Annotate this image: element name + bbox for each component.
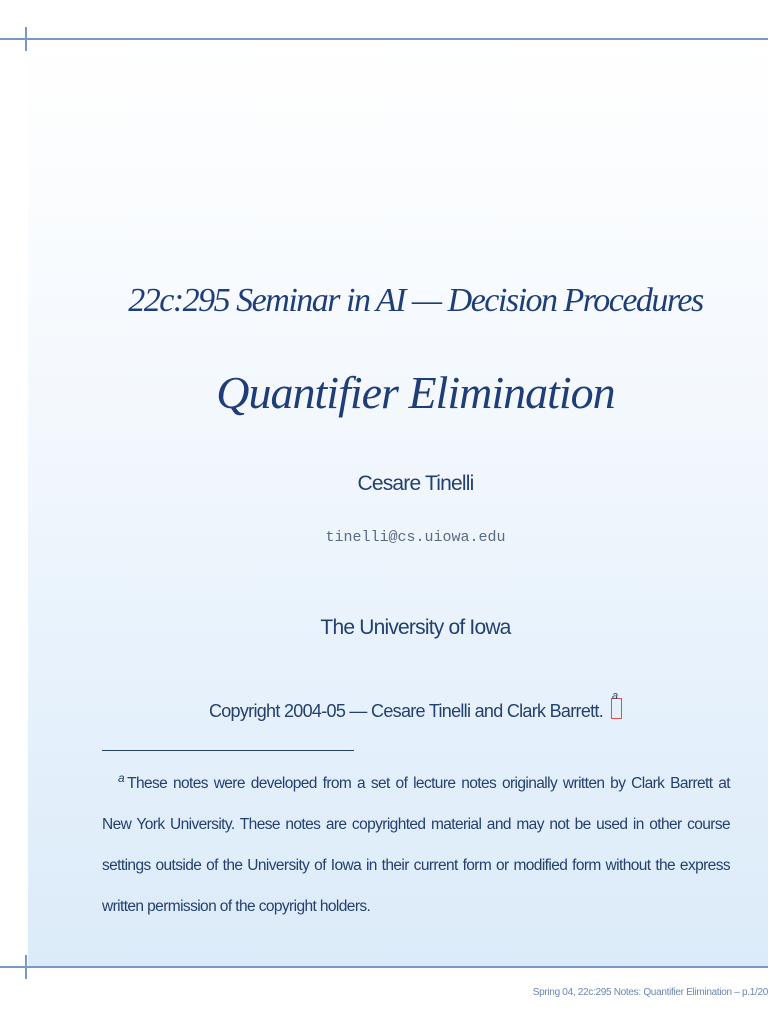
copyright-line: [28, 690, 768, 722]
page-footer: Spring 04, 22c:295 Notes: Quantifier Elimination – p.1/20: [532, 987, 768, 998]
author-email[interactable]: tinelli@cs.uiowa.edu: [325, 529, 506, 546]
footnote: [102, 758, 730, 927]
author-name: Cesare Tinelli: [357, 472, 474, 495]
footnote-marker: a: [118, 771, 125, 785]
slide-content: [28, 40, 768, 968]
footnote-text: These notes were developed from a set of lecture notes originally written by Clark Barrett at New York University. These notes are copyrighted material and may not be used in other course settings outside of the University of Iowa in their current form or modified form without the express written permission of the copyright holders.: [102, 775, 730, 915]
footnote-link[interactable]: [611, 690, 622, 719]
course-title: 22c:295 Seminar in AI — Decision Procedures: [128, 282, 703, 319]
top-rule-tick: [25, 27, 27, 51]
footnote-link-marker: a: [612, 690, 618, 702]
bottom-rule-tick: [25, 955, 27, 979]
footnote-divider: [102, 750, 354, 751]
slide-title: Quantifier Elimination: [216, 367, 615, 418]
copyright-text: Copyright 2004-05 — Cesare Tinelli and Clark Barrett.: [208, 701, 604, 721]
institution-name: The University of Iowa: [320, 616, 511, 639]
